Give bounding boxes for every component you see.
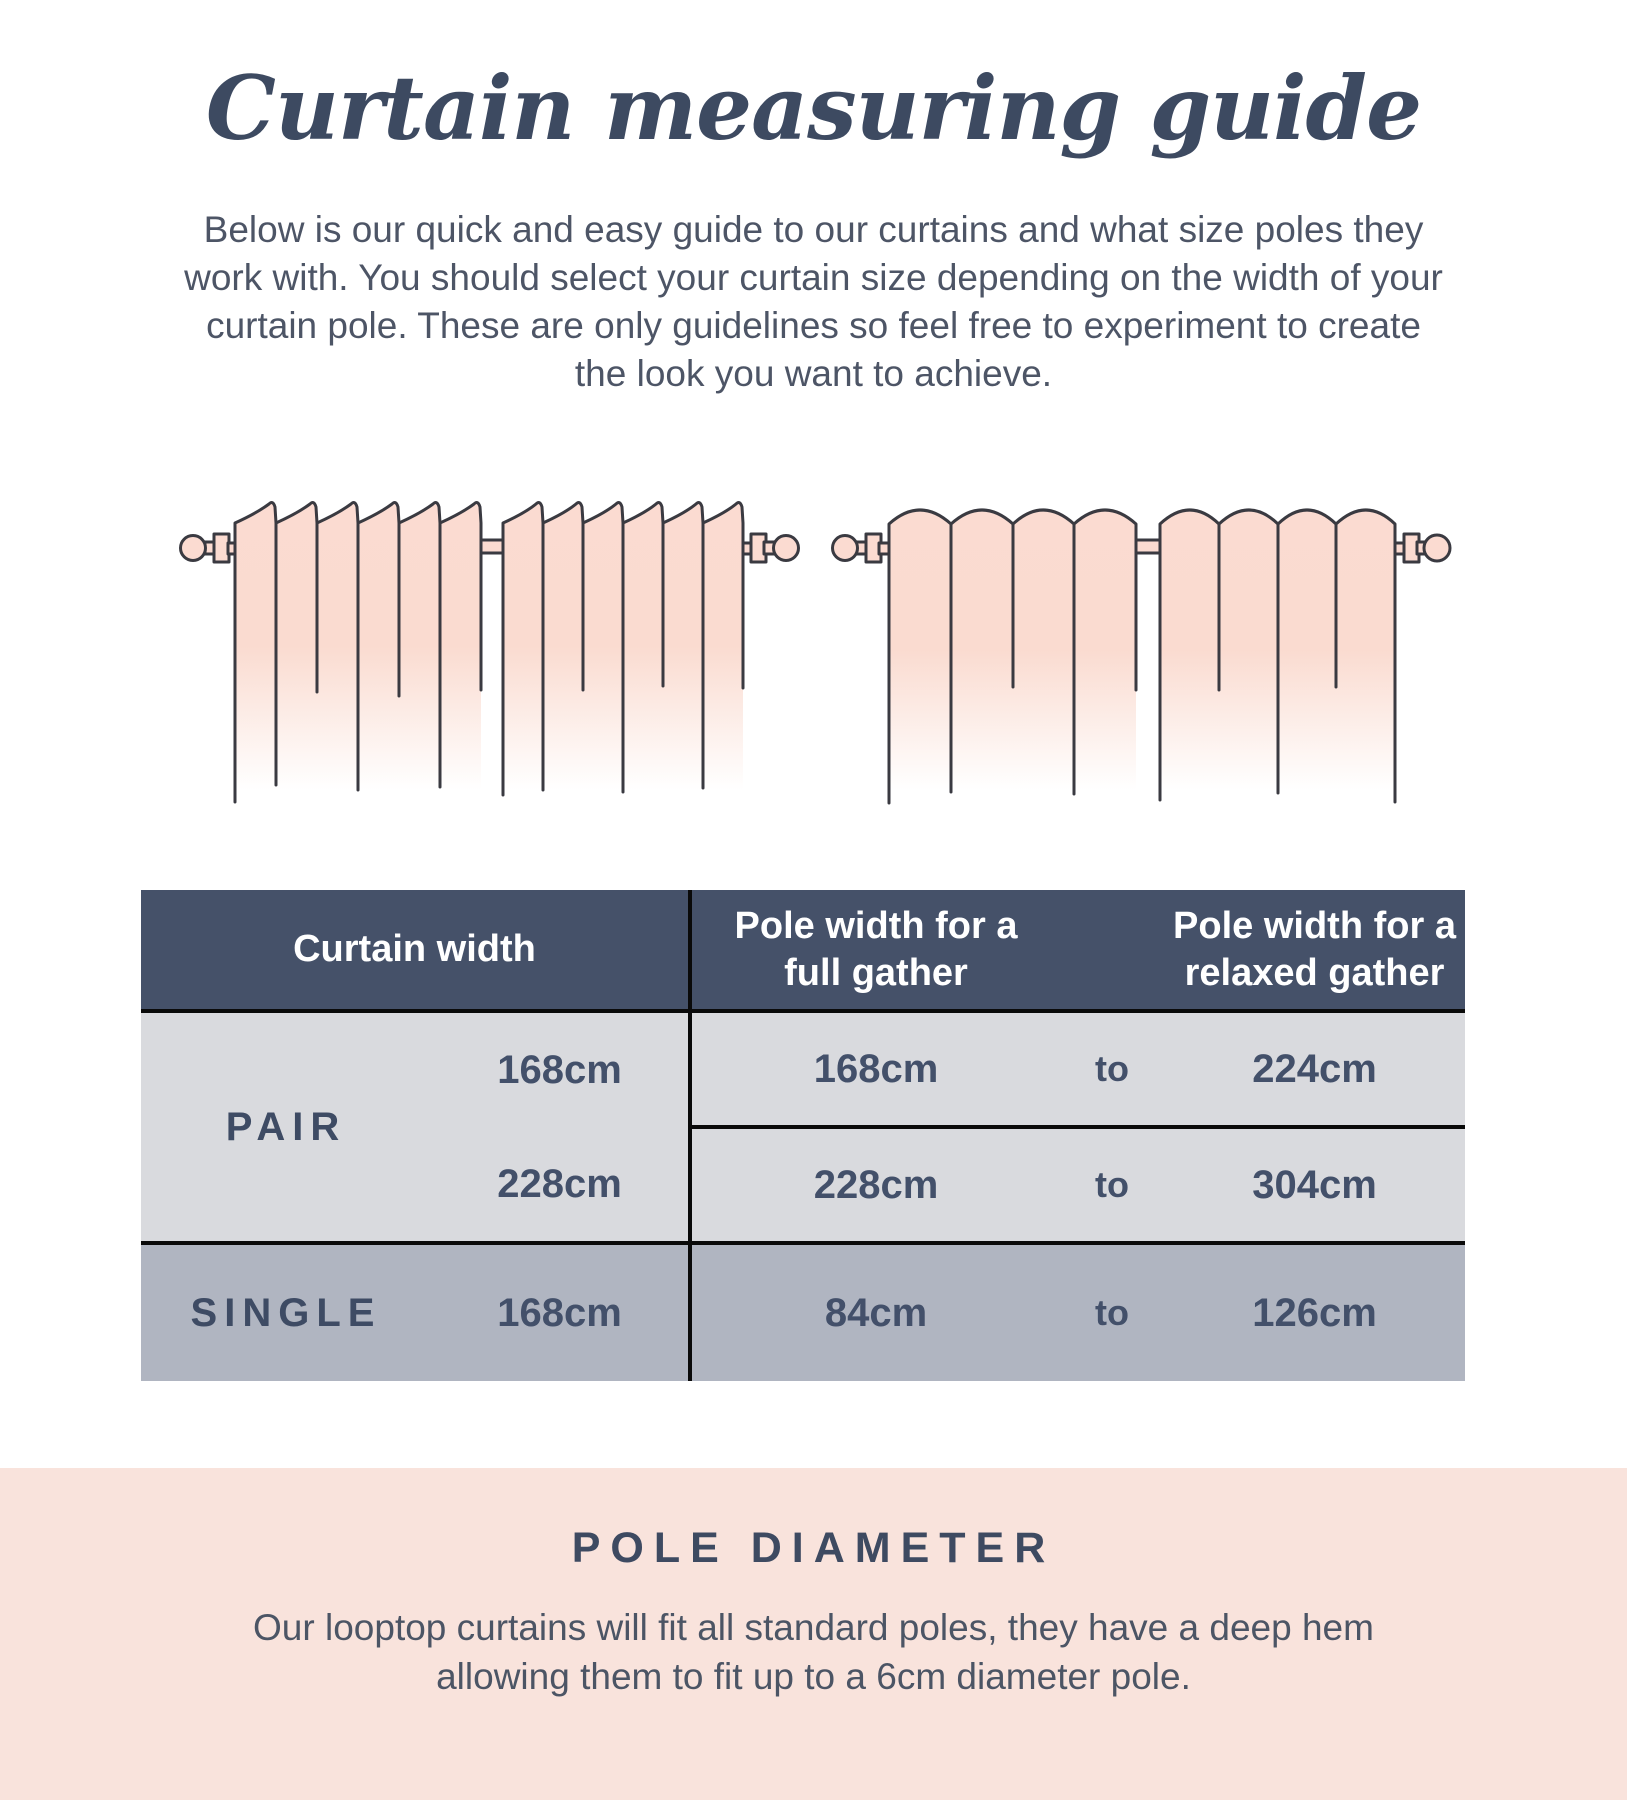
full-gather-value: 168cm bbox=[813, 1046, 939, 1091]
column-header-relaxed-gather: Pole width for a relaxed gather bbox=[1173, 904, 1456, 994]
full-gather-value: 84cm bbox=[824, 1290, 928, 1335]
pole-diameter-text bbox=[0, 1603, 1627, 1701]
pole-diameter-heading: POLE DIAMETER bbox=[571, 1524, 1056, 1572]
range-to-label: to bbox=[1095, 1164, 1129, 1205]
relaxed-gather-value: 304cm bbox=[1252, 1162, 1377, 1207]
pole-width-range bbox=[692, 1129, 1465, 1241]
pole-finial-icon bbox=[741, 534, 799, 562]
range-to-label: to bbox=[1095, 1048, 1129, 1089]
intro-line: work with. You should select your curtain size depending on the width of your bbox=[184, 257, 1443, 298]
pole-width-range bbox=[692, 1245, 1465, 1381]
relaxed-gather-curtain-illustration bbox=[833, 510, 1451, 803]
relaxed-gather-value: 126cm bbox=[1252, 1290, 1377, 1335]
full-gather-curtain-illustration bbox=[181, 503, 799, 802]
intro-line: curtain pole. These are only guidelines so feel free to experiment to create bbox=[206, 305, 1421, 346]
pole-diameter-section bbox=[0, 1468, 1627, 1800]
column-header-full-gather: Pole width for a full gather bbox=[734, 904, 1018, 994]
relaxed-gather-value: 224cm bbox=[1252, 1046, 1377, 1091]
pole-finial-icon bbox=[181, 534, 241, 562]
table-header-row bbox=[141, 890, 1465, 1013]
curtain-width-value: 168cm bbox=[497, 1047, 622, 1092]
curtain-illustrations bbox=[0, 440, 1627, 820]
pole-width-range bbox=[692, 1013, 1465, 1129]
pole-diameter-line: Our looptop curtains will fit all standard poles, they have a deep hem bbox=[253, 1607, 1374, 1648]
size-table bbox=[141, 890, 1465, 1381]
range-to-label: to bbox=[1095, 1292, 1129, 1333]
row-group-label-single: SINGLE bbox=[190, 1290, 382, 1335]
curtain-width-value: 168cm bbox=[497, 1290, 622, 1335]
intro-line: Below is our quick and easy guide to our curtains and what size poles they bbox=[203, 209, 1424, 250]
table-row-single bbox=[141, 1241, 1465, 1381]
intro-paragraph bbox=[0, 206, 1627, 398]
row-group-label-pair: PAIR bbox=[225, 1104, 347, 1149]
table-row-pair bbox=[141, 1013, 1465, 1241]
page-title: Curtain measuring guide bbox=[205, 56, 1422, 160]
intro-line: the look you want to achieve. bbox=[574, 353, 1053, 394]
full-gather-value: 228cm bbox=[813, 1162, 939, 1207]
pole-diameter-line: allowing them to fit up to a 6cm diameter pole. bbox=[436, 1656, 1191, 1697]
pole-finial-icon bbox=[833, 534, 892, 562]
pole-finial-icon bbox=[1395, 534, 1450, 562]
curtain-width-value: 228cm bbox=[497, 1161, 622, 1206]
column-header-curtain-width: Curtain width bbox=[293, 928, 536, 970]
